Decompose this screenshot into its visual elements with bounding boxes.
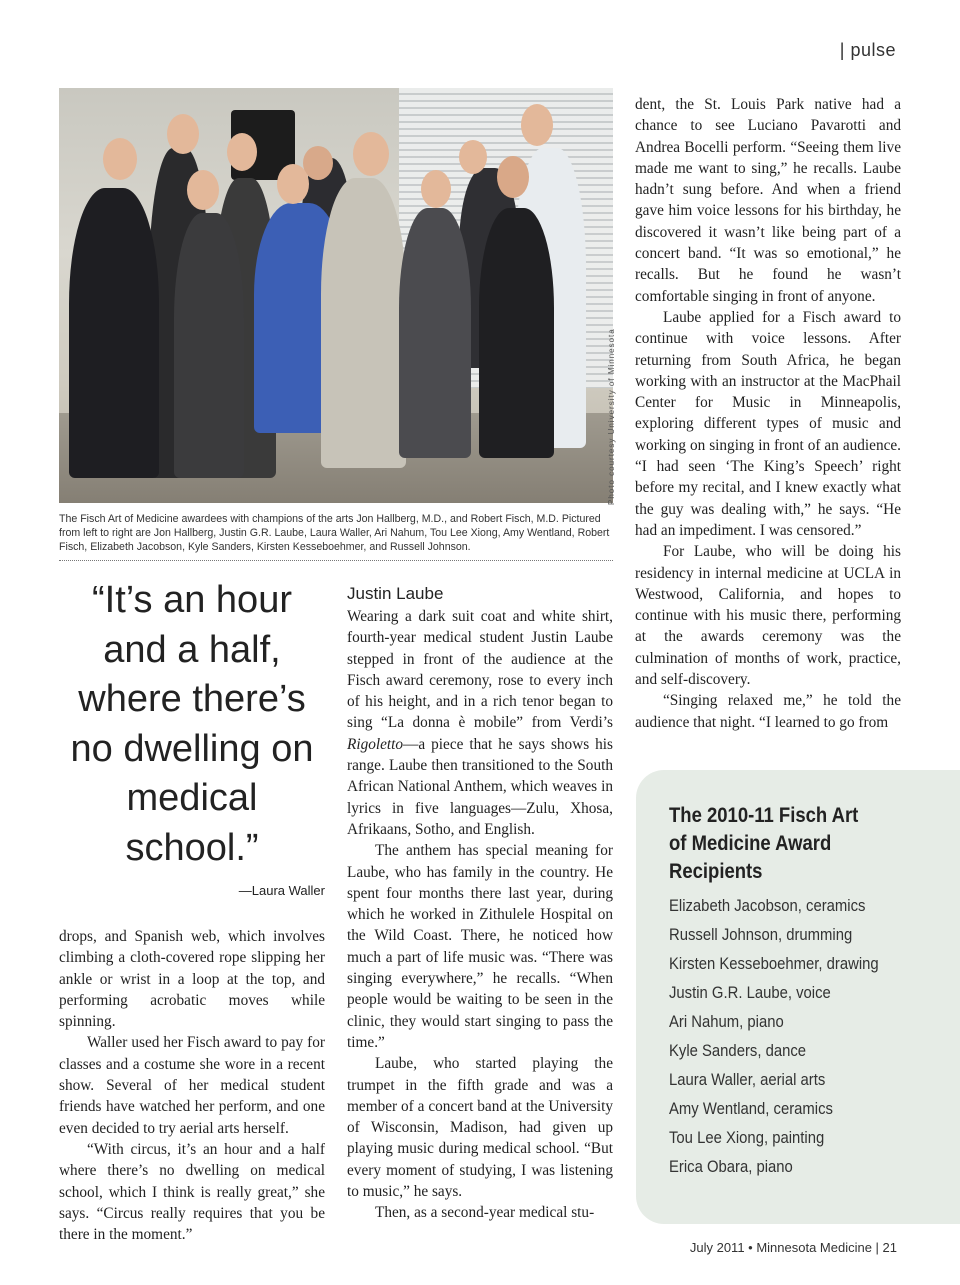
paragraph: For Laube, who will be doing his residency in internal medicine at UCLA in Westwood, California, and hopes to continue with his music there, performing at the awards ceremony was the culmination of months of work, practice, and self-discovery. (635, 543, 901, 689)
paragraph: dent, the St. Louis Park native had a chance to see Luciano Pavarotti and Andrea Bocelli perform. “Seeing them live made me want to sing,” he recalls. Laube hadn’t sung before. And when a friend gave him voice lessons for his birthday, he discovered it wasn’t like being part of a concert band. “It was so emotional,” he recalls. But he found he wasn’t comfortable singing in front of anyone. (635, 96, 901, 305)
page-footer: July 2011 • Minnesota Medicine | 21 (689, 1240, 897, 1255)
list-item: Ari Nahum, piano (669, 1013, 784, 1031)
paragraph: Then, as a second-year medical stu- (375, 1204, 595, 1222)
section-heading: Justin Laube (347, 584, 444, 603)
list-item: Russell Johnson, drumming (669, 926, 853, 944)
person-head (521, 104, 553, 146)
paragraph: Laube applied for a Fisch award to continue with voice lessons. After returning from South Africa, he began working with an instructor at the MacPhail Center for Music in Minneapolis, exploring different types of music and working on singing in front of an audience. “I had seen ‘The King’s Speech’ right before my recital, and I knew exactly what the guy was dealing with,” he says. “He had an impediment. I was censored.” (635, 308, 901, 539)
person-head (421, 170, 451, 208)
person-head (277, 164, 309, 204)
person-head (459, 140, 487, 174)
section-label: | pulse (839, 40, 896, 60)
list-item: Amy Wentland, ceramics (669, 1100, 833, 1118)
group-photo (59, 88, 613, 503)
person-head (353, 132, 389, 176)
list-item: Erica Obara, piano (669, 1158, 793, 1176)
list-item: Kyle Sanders, dance (669, 1042, 807, 1060)
photo-caption: The Fisch Art of Medicine awardees with champions of the arts Jon Hallberg, M.D., and Robert Fisch, M.D. Pictured from left to right are Jon Hallberg, Justin G.R. Laube, Laura Waller, Ari Nahum, Tou Lee Xiong, Amy Wentland, Robert Fisch, Elizabeth Jacobson, Kyle Sanders, Kirsten Kesseboehmer, and Russell Johnson. (59, 512, 613, 561)
person-head (497, 156, 529, 198)
paragraph: Laube, who started playing the trumpet in the fifth grade and was a member of a concert band at the University of Wisconsin, Madison, had given up playing music during medical school. “But every moment of studying, I was listening to music,” he says. (347, 1055, 613, 1201)
paragraph: Wearing a dark suit coat and white shirt, fourth-year medical student Justin Laube stepped in front of the audience at the Fisch award ceremony, rose to every inch of his height, and in a rich tenor began to sing “La donna è mobile” from Verdi’s Rigoletto—a piece that he says shows his range. Laube then transitioned to the South African National Anthem, which weaves in lyrics in five languages—Zulu, Xhosa, Afrikaans, Sotho, and English. (347, 608, 613, 838)
paragraph: “With circus, it’s an hour and a half where there’s no dwelling on medical school, which I think is really great,” she says. “Circus really requires that you be there in the moment.” (59, 1140, 325, 1244)
person (479, 208, 554, 458)
person (321, 178, 406, 468)
paragraph: “Singing relaxed me,” he told the audience that night. “I learned to go from (635, 692, 901, 731)
list-item: Elizabeth Jacobson, ceramics (669, 897, 866, 915)
person (174, 213, 244, 478)
person-head (187, 170, 219, 210)
paragraph: Waller used her Fisch award to pay for classes and a costume she wore in a recent show. Several of her medical student friends have watched her perform, and one even decided to try aerial arts herself. (59, 1034, 325, 1137)
person-head (227, 133, 257, 171)
paragraph: drops, and Spanish web, which involves climbing a cloth-covered rope slipping her ankle or wrist in a loop at the top, and performing acrobatic moves while spinning. (59, 928, 325, 1031)
recipients-sidebar (636, 770, 960, 1224)
column-1 (59, 926, 325, 1245)
list-item: Kirsten Kesseboehmer, drawing (669, 955, 879, 973)
list-item: Laura Waller, aerial arts (669, 1071, 826, 1089)
paragraph: The anthem has special meaning for Laube, who has family in the country. He spent four months there last year, during which he worked in Zithulele Hospital on the Wild Coast. There, he noticed how much a part of life music was. “There was singing everywhere,” he recalls. “When people would be waiting to be seen in the clinic, they would start singing to pass the time.” (347, 842, 613, 1051)
person (69, 188, 159, 478)
column-3 (635, 94, 901, 733)
list-item: Justin G.R. Laube, voice (669, 984, 831, 1002)
person-head (167, 114, 199, 154)
person-head (103, 138, 137, 180)
recipient-list (669, 892, 960, 1182)
column-2 (347, 606, 613, 1224)
list-item: Tou Lee Xiong, painting (669, 1129, 825, 1147)
pull-quote: “It’s an hour and a half, where there’s no dwelling on medical school.” (70, 579, 314, 869)
person (399, 208, 471, 458)
pull-quote-attribution: —Laura Waller (238, 883, 325, 898)
italic-title: Rigoletto (347, 735, 404, 753)
photo-credit: Photo courtesy University of Minnesota (607, 328, 616, 505)
sidebar-title: The 2010-11 Fisch Art of Medicine Award Recipients (669, 804, 859, 883)
